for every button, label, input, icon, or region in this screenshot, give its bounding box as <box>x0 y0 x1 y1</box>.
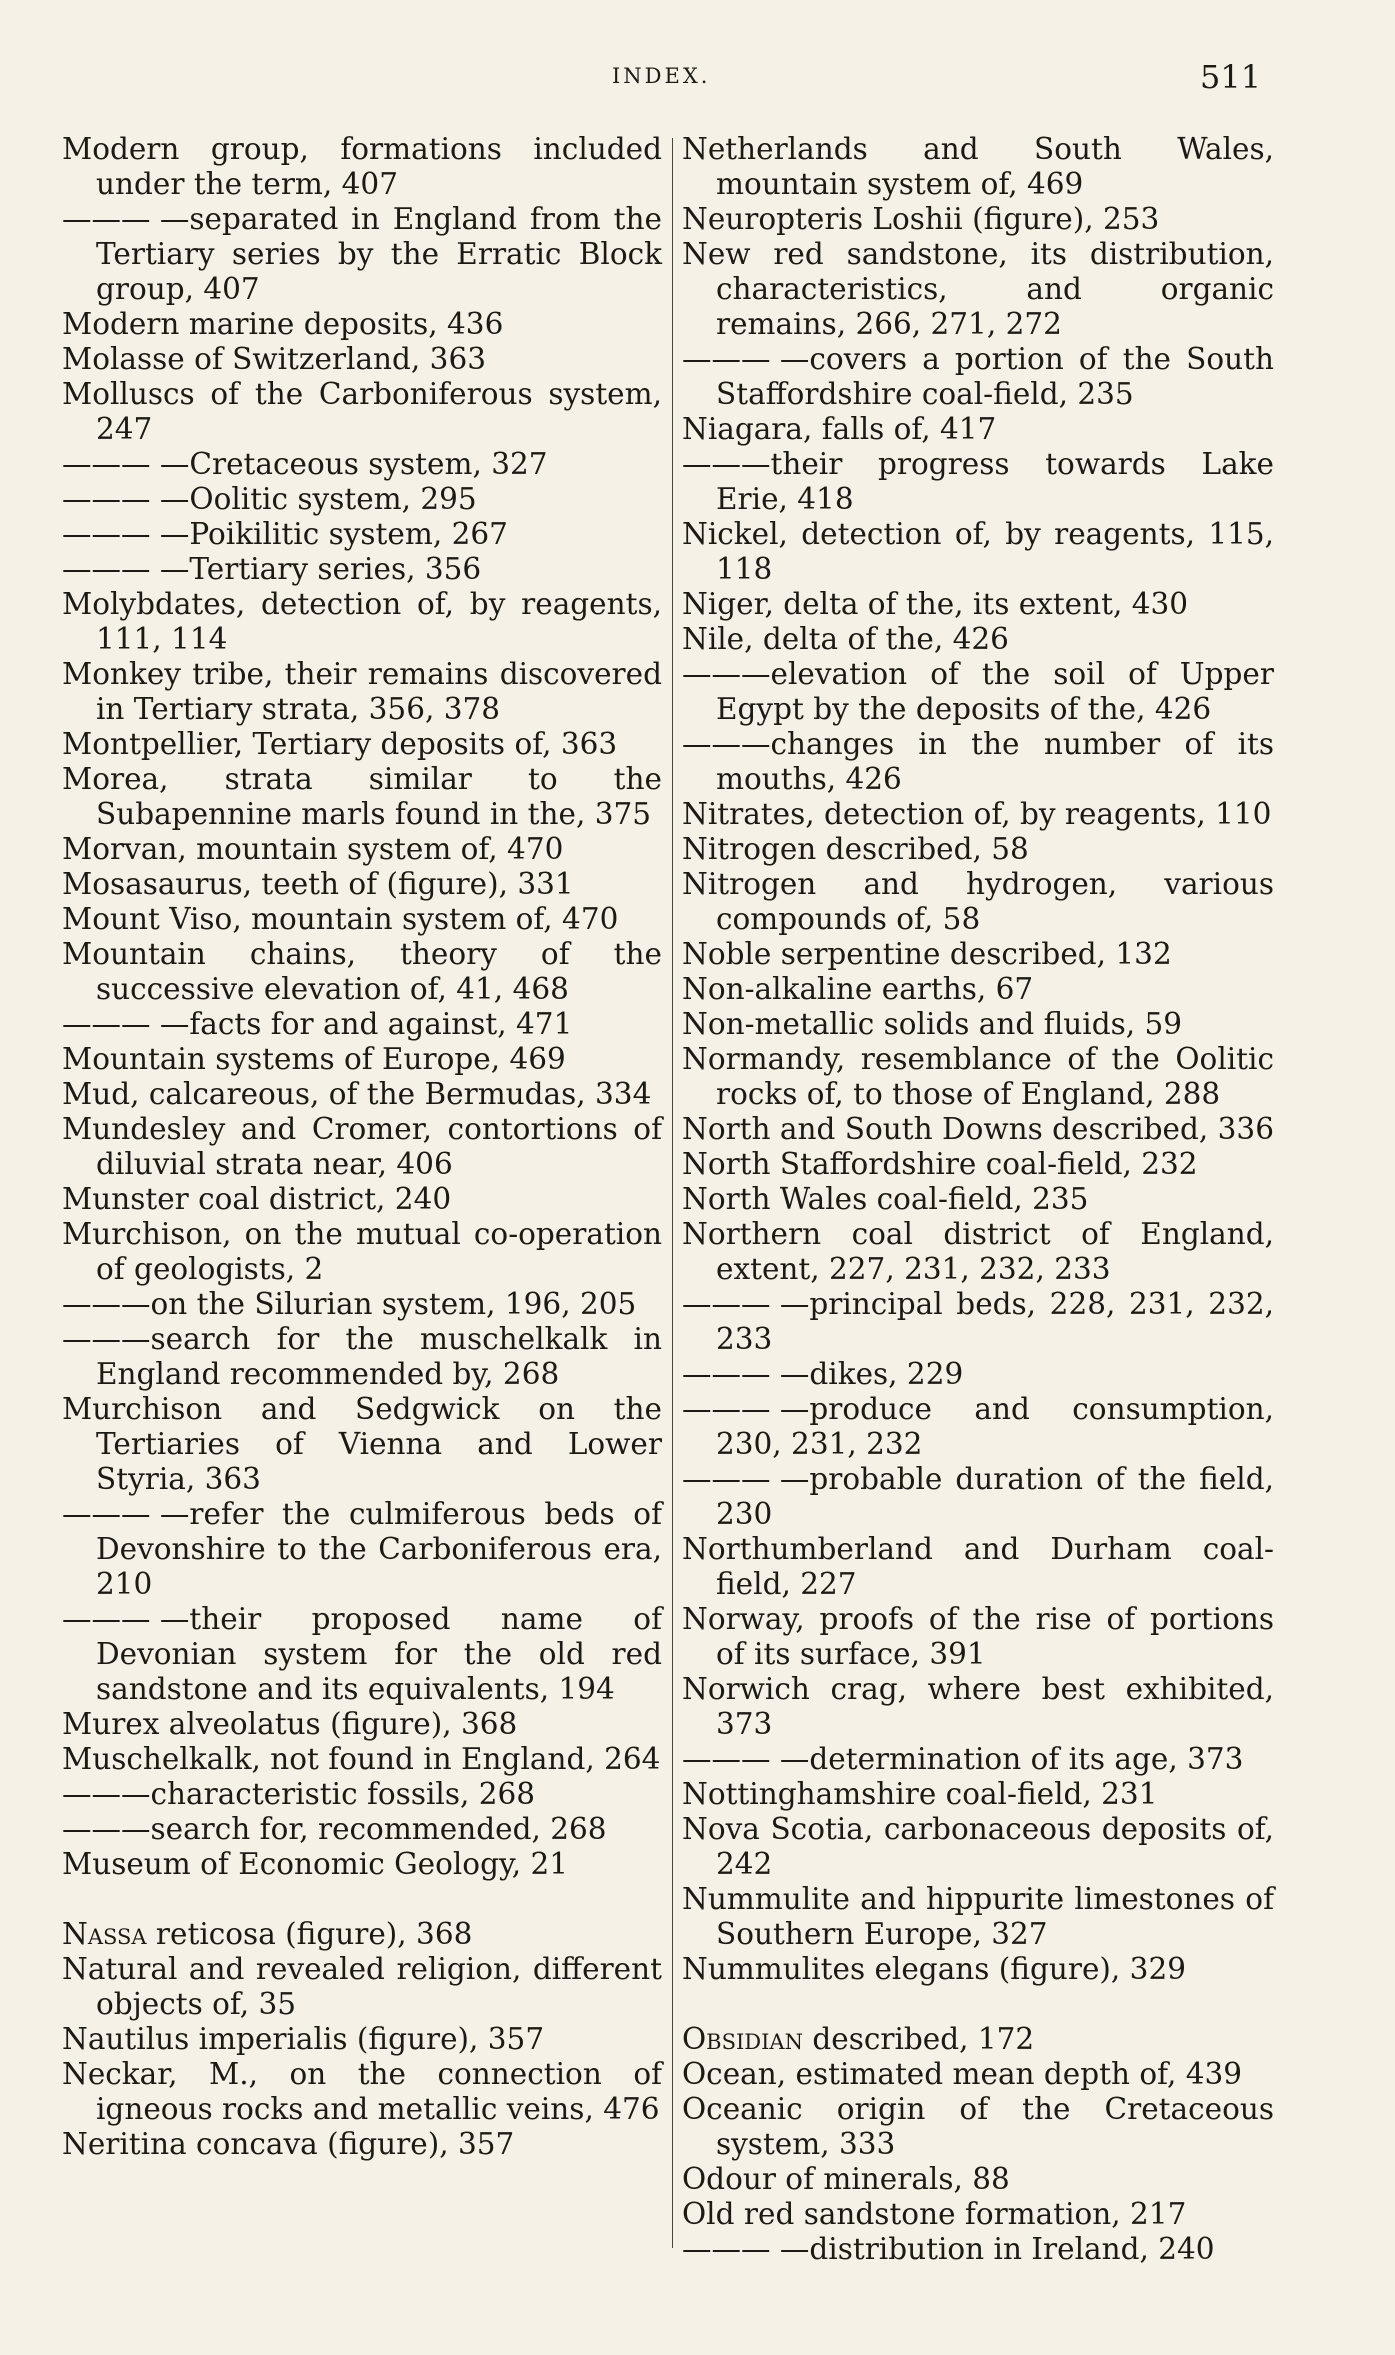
entry-text: characteristic fossils, 268 <box>150 1777 536 1811</box>
entry-text: Mountain chains, theory of the successive elevation of, 41, 468 <box>62 937 662 1006</box>
index-entry <box>682 832 1274 867</box>
section-lead-word: Nassa <box>62 1917 147 1951</box>
index-entry <box>682 622 1274 657</box>
entry-text: on the Silurian system, 196, 205 <box>150 1287 637 1321</box>
index-subentry <box>682 1287 1274 1357</box>
entry-text: Molasse of Switzerland, 363 <box>62 342 486 376</box>
entry-text: Old red sandstone formation, 217 <box>682 2197 1187 2231</box>
section-lead-rest: reticosa (figure), 368 <box>146 1917 473 1951</box>
entry-text: dikes, 229 <box>809 1357 964 1391</box>
index-entry <box>62 727 662 762</box>
entry-text: Nile, delta of the, 426 <box>682 622 1009 656</box>
ditto-dash: ——— — <box>62 552 190 586</box>
index-entry <box>682 867 1274 937</box>
ditto-dash: ——— <box>682 447 771 481</box>
entry-text: their progress towards Lake Erie, 418 <box>716 447 1274 516</box>
entry-text: Mundesley and Cromer, contortions of diluvial strata near, 406 <box>62 1112 662 1181</box>
right-column <box>682 132 1274 2267</box>
entry-text: separated in England from the Tertiary series by the Erratic Block group, 407 <box>96 202 662 306</box>
entry-text: Neckar, M., on the connection of igneous rocks and metallic veins, 476 <box>62 2057 662 2126</box>
index-entry <box>62 1707 662 1742</box>
ditto-dash: ——— <box>682 657 771 691</box>
ditto-dash: ——— — <box>62 517 190 551</box>
index-entry <box>62 587 662 657</box>
entry-text: Monkey tribe, their remains discovered in Tertiary strata, 356, 378 <box>62 657 662 726</box>
index-entry <box>682 797 1274 832</box>
entry-text: facts for and against, 471 <box>189 1007 573 1041</box>
entry-text: Nummulites elegans (figure), 329 <box>682 1952 1186 1986</box>
index-entry <box>62 2022 662 2057</box>
index-subentry <box>62 1497 662 1602</box>
entry-text: search for the muschelkalk in England recommended by, 268 <box>96 1322 662 1391</box>
index-entry <box>62 1077 662 1112</box>
ditto-dash: ——— — <box>62 1007 190 1041</box>
entry-text: Munster coal district, 240 <box>62 1182 452 1216</box>
index-subentry <box>62 1007 662 1042</box>
ditto-dash: ——— <box>682 727 771 761</box>
entry-text: Oceanic origin of the Cretaceous system, 333 <box>682 2092 1274 2161</box>
column-divider <box>672 138 673 2248</box>
entry-text: Murex alveolatus (figure), 368 <box>62 1707 518 1741</box>
entry-text: Nova Scotia, carbonaceous deposits of, 242 <box>682 1812 1274 1881</box>
index-entry <box>62 342 662 377</box>
index-entry <box>682 1147 1274 1182</box>
entry-text: Muschelkalk, not found in England, 264 <box>62 1742 661 1776</box>
index-entry <box>682 1007 1274 1042</box>
ditto-dash: ——— <box>62 1322 151 1356</box>
entry-text: Northumberland and Durham coal-field, 227 <box>682 1532 1274 1601</box>
index-entry <box>682 937 1274 972</box>
entry-text: Molybdates, detection of, by reagents, 111, 114 <box>62 587 662 656</box>
index-entry <box>682 1182 1274 1217</box>
entry-text: Non-metallic solids and fluids, 59 <box>682 1007 1183 1041</box>
entry-text: Nummulite and hippurite limestones of Southern Europe, 327 <box>682 1882 1274 1951</box>
entry-text: Nitrogen and hydrogen, various compounds of, 58 <box>682 867 1274 936</box>
index-entry <box>62 1112 662 1182</box>
ditto-dash: ——— — <box>682 1287 810 1321</box>
index-entry <box>682 2162 1274 2197</box>
index-entry <box>682 1812 1274 1882</box>
index-subentry <box>62 1287 662 1322</box>
entry-text: covers a portion of the South Staffordshire coal-field, 235 <box>716 342 1274 411</box>
index-entry <box>62 1182 662 1217</box>
entry-text: Museum of Economic Geology, 21 <box>62 1847 568 1881</box>
entry-text: Natural and revealed religion, different objects of, 35 <box>62 1952 662 2021</box>
entry-text: Odour of minerals, 88 <box>682 2162 1010 2196</box>
entry-text: Mosasaurus, teeth of (figure), 331 <box>62 867 574 901</box>
section-gap <box>682 1987 1274 2022</box>
entry-text: Netherlands and South Wales, mountain system of, 469 <box>682 132 1274 201</box>
ditto-dash: ——— — <box>682 1357 810 1391</box>
index-subentry <box>62 1777 662 1812</box>
ditto-dash: ——— — <box>682 1392 810 1426</box>
entry-text: Noble serpentine described, 132 <box>682 937 1172 971</box>
index-subentry <box>62 517 662 552</box>
index-entry <box>62 1392 662 1497</box>
entry-text: Molluscs of the Carboniferous system, 247 <box>62 377 662 446</box>
entry-text: Non-alkaline earths, 67 <box>682 972 1034 1006</box>
index-subentry <box>682 1392 1274 1462</box>
entry-text: Murchison and Sedgwick on the Tertiaries of Vienna and Lower Styria, 363 <box>62 1392 662 1496</box>
index-entry <box>62 132 662 202</box>
entry-text: Modern group, formations included under the term, 407 <box>62 132 662 201</box>
index-entry <box>62 1847 662 1882</box>
entry-text: Nitrates, detection of, by reagents, 110 <box>682 797 1272 831</box>
index-entry <box>682 972 1274 1007</box>
entry-text: distribution in Ireland, 240 <box>809 2232 1215 2266</box>
left-entries <box>62 132 662 1882</box>
index-entry <box>62 832 662 867</box>
ditto-dash: ——— — <box>62 1497 190 1531</box>
page-number: 511 <box>1200 58 1262 96</box>
index-entry <box>62 937 662 1007</box>
index-subentry <box>682 342 1274 412</box>
index-entry <box>682 1532 1274 1602</box>
index-entry <box>682 1602 1274 1672</box>
entry-text: Cretaceous system, 327 <box>189 447 548 481</box>
ditto-dash: ——— — <box>62 202 190 236</box>
index-entry <box>682 237 1274 342</box>
index-entry <box>682 132 1274 202</box>
entry-text: Nottinghamshire coal-field, 231 <box>682 1777 1158 1811</box>
entry-text: Nickel, detection of, by reagents, 115, 118 <box>682 517 1274 586</box>
index-entry <box>62 2057 662 2127</box>
entry-text: Niagara, falls of, 417 <box>682 412 997 446</box>
entry-text: their proposed name of Devonian system for the old red sandstone and its equivalents, 194 <box>96 1602 662 1706</box>
index-entry <box>682 1042 1274 1112</box>
section-lead-rest: described, 172 <box>802 2022 1035 2056</box>
index-entry <box>682 1952 1274 1987</box>
entry-text: Modern marine deposits, 436 <box>62 307 504 341</box>
entry-text: Tertiary series, 356 <box>189 552 482 586</box>
index-entry <box>682 587 1274 622</box>
right-o-entries <box>682 2057 1274 2267</box>
index-entry <box>62 762 662 832</box>
right-entries <box>682 132 1274 1987</box>
entry-text: Murchison, on the mutual co-operation of geologists, 2 <box>62 1217 662 1286</box>
index-entry <box>62 902 662 937</box>
entry-text: Mountain systems of Europe, 469 <box>62 1042 566 1076</box>
entry-text: Neritina concava (figure), 357 <box>62 2127 515 2161</box>
entry-text: Northern coal district of England, extent, 227, 231, 232, 233 <box>682 1217 1274 1286</box>
index-entry <box>682 2197 1274 2232</box>
index-subentry <box>62 552 662 587</box>
entry-text: Nautilus imperialis (figure), 357 <box>62 2022 545 2056</box>
index-subentry <box>682 1462 1274 1532</box>
index-entry <box>682 1777 1274 1812</box>
index-subentry <box>62 202 662 307</box>
entry-text: refer the culmiferous beds of Devonshire to the Carboniferous era, 210 <box>96 1497 662 1601</box>
ditto-dash: ——— — <box>682 342 810 376</box>
entry-text: Poikilitic system, 267 <box>189 517 508 551</box>
entry-text: North and South Downs described, 336 <box>682 1112 1274 1146</box>
entry-text: Ocean, estimated mean depth of, 439 <box>682 2057 1243 2091</box>
index-subentry <box>682 1357 1274 1392</box>
ditto-dash: ——— — <box>682 1462 810 1496</box>
index-entry <box>62 2127 662 2162</box>
entry-text: New red sandstone, its distribution, characteristics, and organic remains, 266, 271, 272 <box>682 237 1274 341</box>
index-subentry <box>682 1742 1274 1777</box>
index-entry <box>682 1882 1274 1952</box>
index-entry <box>62 657 662 727</box>
ditto-dash: ——— — <box>62 447 190 481</box>
index-entry <box>682 202 1274 237</box>
entry-text: Montpellier, Tertiary deposits of, 363 <box>62 727 618 761</box>
ditto-dash: ——— <box>62 1287 151 1321</box>
left-n-entries <box>62 1952 662 2162</box>
entry-text: Norwich crag, where best exhibited, 373 <box>682 1672 1274 1741</box>
index-entry <box>682 2092 1274 2162</box>
index-subentry <box>682 2232 1274 2267</box>
entry-text: probable duration of the field, 230 <box>716 1462 1274 1531</box>
entry-text: Nitrogen described, 58 <box>682 832 1029 866</box>
index-subentry <box>62 1812 662 1847</box>
index-entry <box>62 1952 662 2022</box>
left-column <box>62 132 662 2162</box>
index-entry <box>682 1112 1274 1147</box>
ditto-dash: ——— — <box>62 482 190 516</box>
index-entry <box>62 1742 662 1777</box>
section-lead-obsidian <box>682 2022 1274 2057</box>
entry-text: Morea, strata similar to the Subapennine marls found in the, 375 <box>62 762 662 831</box>
section-lead-word: Obsidian <box>682 2022 803 2056</box>
ditto-dash: ——— — <box>682 2232 810 2266</box>
entry-text: Morvan, mountain system of, 470 <box>62 832 564 866</box>
entry-text: Mount Viso, mountain system of, 470 <box>62 902 619 936</box>
index-subentry <box>62 447 662 482</box>
entry-text: Normandy, resemblance of the Oolitic rocks of, to those of England, 288 <box>682 1042 1274 1111</box>
index-subentry <box>62 1602 662 1707</box>
index-subentry <box>682 447 1274 517</box>
ditto-dash: ——— — <box>62 1602 190 1636</box>
index-entry <box>682 1672 1274 1742</box>
entry-text: North Wales coal-field, 235 <box>682 1182 1089 1216</box>
index-entry <box>62 1217 662 1287</box>
entry-text: elevation of the soil of Upper Egypt by the deposits of the, 426 <box>716 657 1274 726</box>
running-head <box>0 58 1395 98</box>
index-entry <box>682 412 1274 447</box>
ditto-dash: ——— — <box>682 1742 810 1776</box>
index-entry <box>682 2057 1274 2092</box>
ditto-dash: ——— <box>62 1812 151 1846</box>
running-title: INDEX. <box>612 64 711 88</box>
entry-text: search for, recommended, 268 <box>150 1812 607 1846</box>
entry-text: principal beds, 228, 231, 232, 233 <box>716 1287 1274 1356</box>
entry-text: produce and consumption, 230, 231, 232 <box>716 1392 1274 1461</box>
section-lead-nassa <box>62 1917 662 1952</box>
index-entry <box>682 1217 1274 1287</box>
entry-text: Neuropteris Loshii (figure), 253 <box>682 202 1160 236</box>
index-entry <box>62 307 662 342</box>
entry-text: Niger, delta of the, its extent, 430 <box>682 587 1189 621</box>
index-entry <box>62 377 662 447</box>
index-subentry <box>62 1322 662 1392</box>
ditto-dash: ——— <box>62 1777 151 1811</box>
index-subentry <box>682 657 1274 727</box>
entry-text: determination of its age, 373 <box>809 1742 1244 1776</box>
entry-text: changes in the number of its mouths, 426 <box>716 727 1274 796</box>
entry-text: Oolitic system, 295 <box>189 482 477 516</box>
index-entry <box>682 517 1274 587</box>
section-gap <box>62 1882 662 1917</box>
entry-text: Mud, calcareous, of the Bermudas, 334 <box>62 1077 652 1111</box>
entry-text: Norway, proofs of the rise of portions of its surface, 391 <box>682 1602 1274 1671</box>
index-subentry <box>682 727 1274 797</box>
index-entry <box>62 867 662 902</box>
index-subentry <box>62 482 662 517</box>
index-entry <box>62 1042 662 1077</box>
entry-text: North Staffordshire coal-field, 232 <box>682 1147 1198 1181</box>
